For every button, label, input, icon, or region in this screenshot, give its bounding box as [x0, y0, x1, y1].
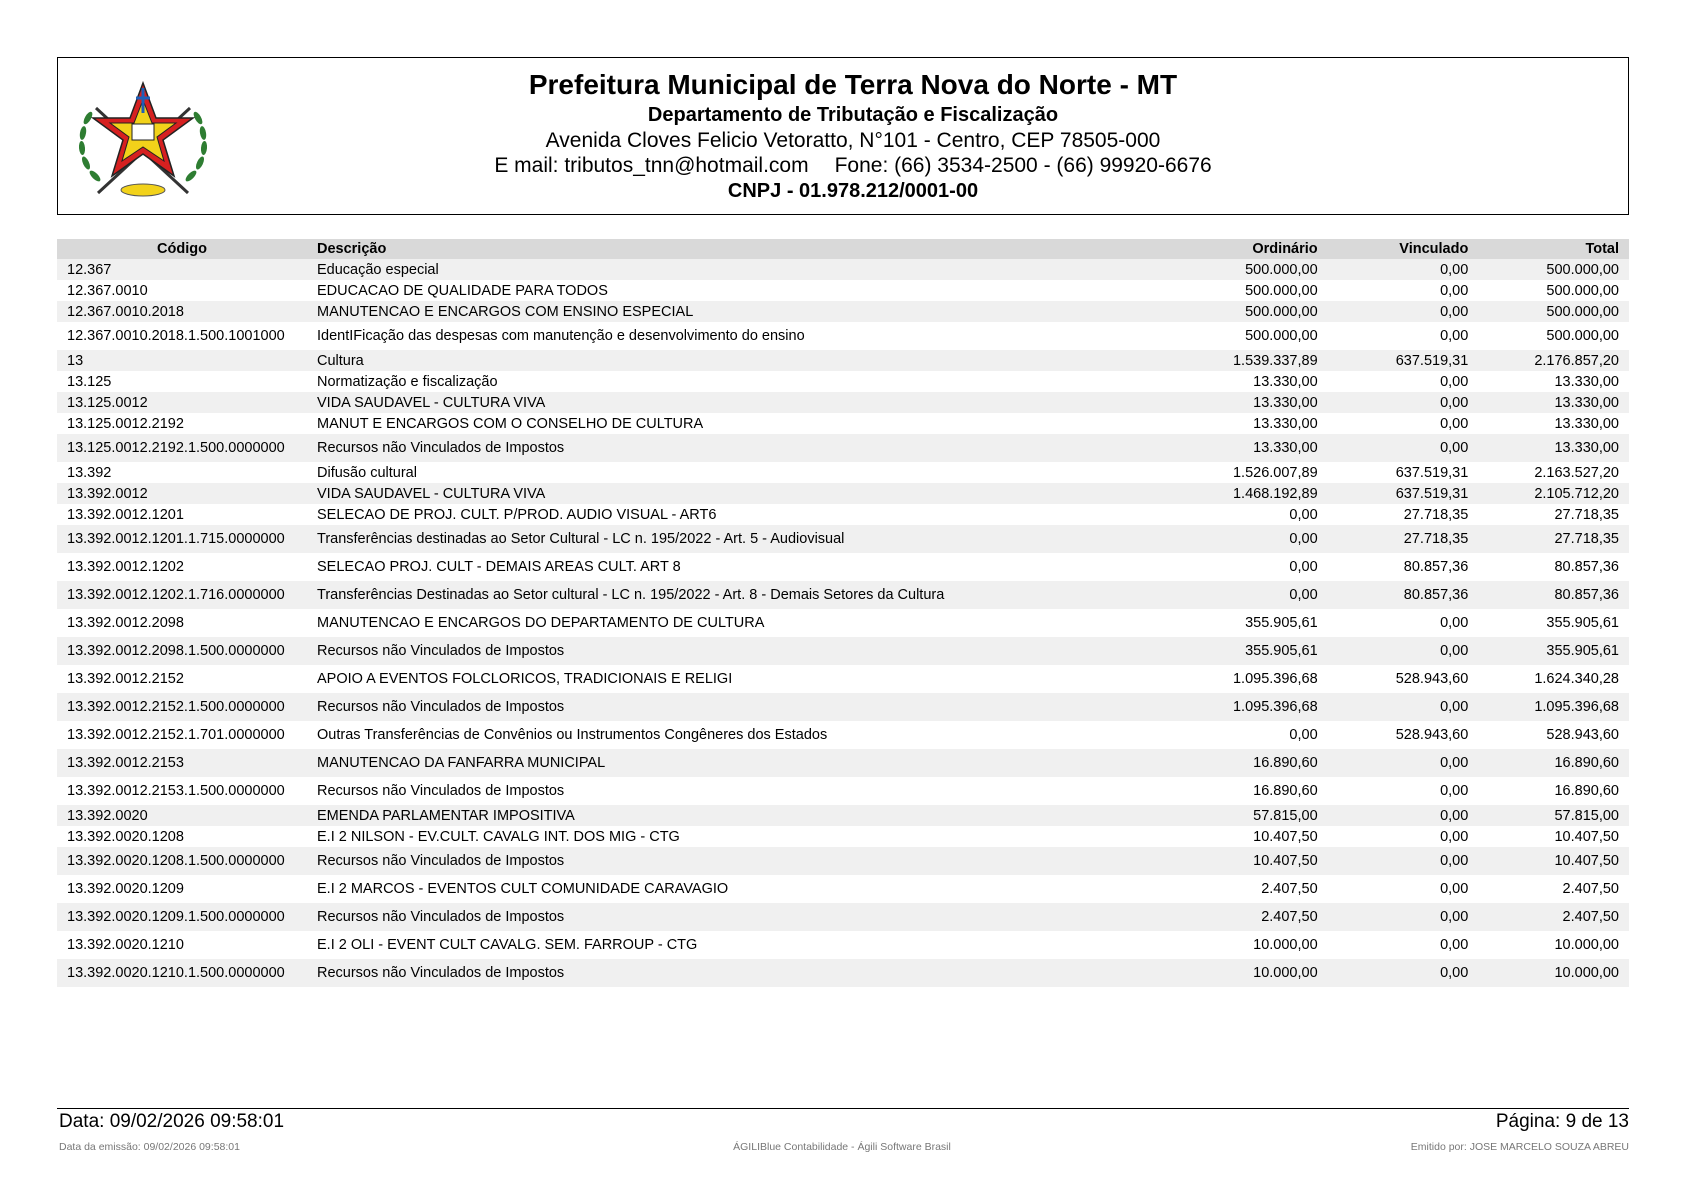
- table-row: [57, 693, 1629, 721]
- cell-codigo: 13.392.0012.2098.1.500.0000000: [57, 637, 307, 665]
- table-row: [57, 959, 1629, 987]
- cell-total: 16.890,60: [1478, 749, 1629, 777]
- cell-total: 80.857,36: [1478, 581, 1629, 609]
- cell-vinculado: 0,00: [1328, 322, 1479, 350]
- cell-total: 2.163.527,20: [1478, 462, 1629, 483]
- header-cnpj: CNPJ - 01.978.212/0001-00: [727, 180, 979, 202]
- cell-total: 16.890,60: [1478, 777, 1629, 805]
- table-row: [57, 749, 1629, 777]
- cell-codigo: 12.367: [57, 259, 307, 280]
- cell-vinculado: 0,00: [1328, 875, 1479, 903]
- cell-descricao: MANUTENCAO E ENCARGOS COM ENSINO ESPECIAL: [307, 301, 1177, 322]
- cell-vinculado: 0,00: [1328, 903, 1479, 931]
- cell-descricao: SELECAO PROJ. CULT - DEMAIS AREAS CULT. ART 8: [307, 553, 1177, 581]
- table-row: [57, 847, 1629, 875]
- cell-ordinario: 500.000,00: [1177, 301, 1328, 322]
- cell-descricao: EDUCACAO DE QUALIDADE PARA TODOS: [307, 280, 1177, 301]
- cell-ordinario: 355.905,61: [1177, 637, 1328, 665]
- cell-total: 27.718,35: [1478, 525, 1629, 553]
- table-body: [57, 259, 1629, 987]
- cell-total: 2.105.712,20: [1478, 483, 1629, 504]
- cell-total: 10.000,00: [1478, 959, 1629, 987]
- cell-ordinario: 0,00: [1177, 721, 1328, 749]
- cell-vinculado: 0,00: [1328, 826, 1479, 847]
- cell-vinculado: 528.943,60: [1328, 665, 1479, 693]
- cell-vinculado: 0,00: [1328, 931, 1479, 959]
- cell-total: 1.624.340,28: [1478, 665, 1629, 693]
- footer-issued-by: Emitido por: JOSE MARCELO SOUZA ABREU: [1410, 1141, 1629, 1153]
- table-row: [57, 504, 1629, 525]
- cell-ordinario: 10.407,50: [1177, 847, 1328, 875]
- cell-total: 500.000,00: [1478, 280, 1629, 301]
- cell-codigo: 13.392.0012.1202.1.716.0000000: [57, 581, 307, 609]
- cell-ordinario: 10.000,00: [1177, 959, 1328, 987]
- cell-codigo: 13.392.0012.2152: [57, 665, 307, 693]
- cell-vinculado: 0,00: [1328, 749, 1479, 777]
- cell-descricao: Recursos não Vinculados de Impostos: [307, 959, 1177, 987]
- cell-ordinario: 0,00: [1177, 504, 1328, 525]
- cell-codigo: 13.125.0012: [57, 392, 307, 413]
- cell-ordinario: 13.330,00: [1177, 413, 1328, 434]
- cell-descricao: VIDA SAUDAVEL - CULTURA VIVA: [307, 392, 1177, 413]
- cell-descricao: Transferências destinadas ao Setor Cultural - LC n. 195/2022 - Art. 5 - Audiovisual: [307, 525, 1177, 553]
- table-row: [57, 553, 1629, 581]
- cell-descricao: SELECAO DE PROJ. CULT. P/PROD. AUDIO VISUAL - ART6: [307, 504, 1177, 525]
- column-header-vinculado: Vinculado: [1328, 239, 1479, 259]
- cell-ordinario: 16.890,60: [1177, 749, 1328, 777]
- table-row: [57, 301, 1629, 322]
- cell-vinculado: 0,00: [1328, 280, 1479, 301]
- cell-descricao: Transferências Destinadas ao Setor cultural - LC n. 195/2022 - Art. 8 - Demais Setores da Cultura: [307, 581, 1177, 609]
- column-header-ordinario: Ordinário: [1177, 239, 1328, 259]
- cell-descricao: MANUT E ENCARGOS COM O CONSELHO DE CULTURA: [307, 413, 1177, 434]
- header-email: E mail: tributos_tnn@hotmail.com: [494, 154, 809, 177]
- footer-date: Data: 09/02/2026 09:58:01: [59, 1111, 285, 1132]
- cell-vinculado: 0,00: [1328, 847, 1479, 875]
- cell-vinculado: 0,00: [1328, 777, 1479, 805]
- column-header-codigo: Código: [57, 239, 307, 259]
- cell-descricao: EMENDA PARLAMENTAR IMPOSITIVA: [307, 805, 1177, 826]
- cell-codigo: 13.392.0012.1201: [57, 504, 307, 525]
- cell-codigo: 13.392.0020.1210.1.500.0000000: [57, 959, 307, 987]
- cell-total: 2.407,50: [1478, 875, 1629, 903]
- cell-vinculado: 0,00: [1328, 259, 1479, 280]
- cell-ordinario: 57.815,00: [1177, 805, 1328, 826]
- cell-ordinario: 1.468.192,89: [1177, 483, 1328, 504]
- cell-ordinario: 1.095.396,68: [1177, 665, 1328, 693]
- cell-total: 500.000,00: [1478, 259, 1629, 280]
- column-header-total: Total: [1478, 239, 1629, 259]
- cell-codigo: 13.392.0012.2152.1.701.0000000: [57, 721, 307, 749]
- cell-descricao: E.I 2 MARCOS - EVENTOS CULT COMUNIDADE CARAVAGIO: [307, 875, 1177, 903]
- cell-vinculado: 637.519,31: [1328, 462, 1479, 483]
- table-row: [57, 777, 1629, 805]
- cell-descricao: Educação especial: [307, 259, 1177, 280]
- report-header: [57, 57, 1629, 215]
- cell-codigo: 12.367.0010.2018: [57, 301, 307, 322]
- budget-table: [57, 239, 1629, 987]
- table-row: [57, 665, 1629, 693]
- cell-vinculado: 27.718,35: [1328, 504, 1479, 525]
- cell-ordinario: 500.000,00: [1177, 259, 1328, 280]
- footer-divider: [57, 1108, 1629, 1109]
- cell-ordinario: 1.539.337,89: [1177, 350, 1328, 371]
- cell-descricao: MANUTENCAO DA FANFARRA MUNICIPAL: [307, 749, 1177, 777]
- cell-codigo: 13.392.0020.1209: [57, 875, 307, 903]
- cell-descricao: Recursos não Vinculados de Impostos: [307, 637, 1177, 665]
- cell-codigo: 13.392.0012.2098: [57, 609, 307, 637]
- cell-ordinario: 0,00: [1177, 581, 1328, 609]
- cell-descricao: E.I 2 NILSON - EV.CULT. CAVALG INT. DOS MIG - CTG: [307, 826, 1177, 847]
- cell-vinculado: 80.857,36: [1328, 581, 1479, 609]
- table-row: [57, 483, 1629, 504]
- cell-codigo: 13.392.0012.2153: [57, 749, 307, 777]
- table-row: [57, 525, 1629, 553]
- cell-descricao: Recursos não Vinculados de Impostos: [307, 434, 1177, 462]
- cell-total: 13.330,00: [1478, 434, 1629, 462]
- cell-vinculado: 0,00: [1328, 637, 1479, 665]
- cell-codigo: 13.125: [57, 371, 307, 392]
- cell-ordinario: 10.407,50: [1177, 826, 1328, 847]
- table-header-row: [57, 239, 1629, 259]
- cell-ordinario: 13.330,00: [1177, 392, 1328, 413]
- cell-ordinario: 355.905,61: [1177, 609, 1328, 637]
- cell-descricao: Recursos não Vinculados de Impostos: [307, 903, 1177, 931]
- cell-vinculado: 27.718,35: [1328, 525, 1479, 553]
- table-row: [57, 721, 1629, 749]
- cell-ordinario: 500.000,00: [1177, 322, 1328, 350]
- footer-page-number: Página: 9 de 13: [1495, 1111, 1629, 1132]
- table-row: [57, 434, 1629, 462]
- cell-ordinario: 0,00: [1177, 525, 1328, 553]
- cell-codigo: 13.392.0012.2152.1.500.0000000: [57, 693, 307, 721]
- cell-ordinario: 16.890,60: [1177, 777, 1328, 805]
- header-title: Prefeitura Municipal de Terra Nova do Norte - MT: [528, 69, 1178, 100]
- cell-vinculado: 0,00: [1328, 609, 1479, 637]
- cell-descricao: E.I 2 OLI - EVENT CULT CAVALG. SEM. FARROUP - CTG: [307, 931, 1177, 959]
- cell-total: 27.718,35: [1478, 504, 1629, 525]
- cell-ordinario: 1.526.007,89: [1177, 462, 1328, 483]
- footer-software: ÁGILIBlue Contabilidade - Ágili Software Brasil: [733, 1141, 951, 1153]
- cell-ordinario: 10.000,00: [1177, 931, 1328, 959]
- table-row: [57, 259, 1629, 280]
- cell-descricao: Normatização e fiscalização: [307, 371, 1177, 392]
- cell-codigo: 13.392.0012.2153.1.500.0000000: [57, 777, 307, 805]
- cell-vinculado: 0,00: [1328, 434, 1479, 462]
- cell-total: 10.407,50: [1478, 826, 1629, 847]
- cell-descricao: Cultura: [307, 350, 1177, 371]
- cell-total: 13.330,00: [1478, 392, 1629, 413]
- cell-descricao: APOIO A EVENTOS FOLCLORICOS, TRADICIONAIS E RELIGI: [307, 665, 1177, 693]
- table-row: [57, 371, 1629, 392]
- cell-total: 2.176.857,20: [1478, 350, 1629, 371]
- cell-codigo: 12.367.0010: [57, 280, 307, 301]
- cell-vinculado: 528.943,60: [1328, 721, 1479, 749]
- cell-codigo: 13.392.0020.1209.1.500.0000000: [57, 903, 307, 931]
- table-row: [57, 413, 1629, 434]
- cell-vinculado: 0,00: [1328, 301, 1479, 322]
- table-row: [57, 931, 1629, 959]
- table-row: [57, 322, 1629, 350]
- header-contact: [78, 153, 1628, 178]
- cell-total: 57.815,00: [1478, 805, 1629, 826]
- cell-codigo: 13.125.0012.2192: [57, 413, 307, 434]
- cell-codigo: 13.392.0012: [57, 483, 307, 504]
- cell-descricao: Recursos não Vinculados de Impostos: [307, 777, 1177, 805]
- cell-ordinario: 0,00: [1177, 553, 1328, 581]
- cell-vinculado: 0,00: [1328, 959, 1479, 987]
- cell-total: 1.095.396,68: [1478, 693, 1629, 721]
- column-header-descricao: Descrição: [307, 239, 1177, 259]
- table-row: [57, 805, 1629, 826]
- cell-vinculado: 0,00: [1328, 371, 1479, 392]
- cell-total: 500.000,00: [1478, 301, 1629, 322]
- cell-ordinario: 500.000,00: [1177, 280, 1328, 301]
- header-text-block: [58, 68, 1628, 204]
- table-row: [57, 903, 1629, 931]
- cell-vinculado: 0,00: [1328, 413, 1479, 434]
- cell-ordinario: 2.407,50: [1177, 903, 1328, 931]
- cell-total: 13.330,00: [1478, 371, 1629, 392]
- table-row: [57, 350, 1629, 371]
- header-phone: Fone: (66) 3534-2500 - (66) 99920-6676: [834, 154, 1212, 177]
- table-row: [57, 875, 1629, 903]
- cell-codigo: 13.392.0020.1208.1.500.0000000: [57, 847, 307, 875]
- cell-codigo: 13.392.0012.1201.1.715.0000000: [57, 525, 307, 553]
- cell-total: 10.000,00: [1478, 931, 1629, 959]
- table-row: [57, 392, 1629, 413]
- cell-vinculado: 637.519,31: [1328, 483, 1479, 504]
- cell-descricao: Outras Transferências de Convênios ou Instrumentos Congêneres dos Estados: [307, 721, 1177, 749]
- table-row: [57, 280, 1629, 301]
- footer-emission-date: Data da emissão: 09/02/2026 09:58:01: [59, 1141, 240, 1153]
- cell-descricao: Difusão cultural: [307, 462, 1177, 483]
- table-row: [57, 581, 1629, 609]
- header-department: Departamento de Tributação e Fiscalização: [647, 104, 1059, 126]
- cell-ordinario: 2.407,50: [1177, 875, 1328, 903]
- cell-total: 528.943,60: [1478, 721, 1629, 749]
- cell-total: 500.000,00: [1478, 322, 1629, 350]
- cell-codigo: 13: [57, 350, 307, 371]
- cell-codigo: 13.392.0012.1202: [57, 553, 307, 581]
- cell-total: 355.905,61: [1478, 609, 1629, 637]
- table-row: [57, 826, 1629, 847]
- cell-vinculado: 80.857,36: [1328, 553, 1479, 581]
- cell-ordinario: 13.330,00: [1177, 434, 1328, 462]
- cell-vinculado: 637.519,31: [1328, 350, 1479, 371]
- cell-descricao: Recursos não Vinculados de Impostos: [307, 847, 1177, 875]
- cell-codigo: 12.367.0010.2018.1.500.1001000: [57, 322, 307, 350]
- cell-codigo: 13.125.0012.2192.1.500.0000000: [57, 434, 307, 462]
- cell-vinculado: 0,00: [1328, 392, 1479, 413]
- cell-codigo: 13.392: [57, 462, 307, 483]
- cell-descricao: IdentIFicação das despesas com manutenção e desenvolvimento do ensino: [307, 322, 1177, 350]
- cell-descricao: MANUTENCAO E ENCARGOS DO DEPARTAMENTO DE CULTURA: [307, 609, 1177, 637]
- cell-total: 13.330,00: [1478, 413, 1629, 434]
- cell-total: 80.857,36: [1478, 553, 1629, 581]
- table-row: [57, 462, 1629, 483]
- cell-descricao: Recursos não Vinculados de Impostos: [307, 693, 1177, 721]
- table-row: [57, 609, 1629, 637]
- cell-total: 355.905,61: [1478, 637, 1629, 665]
- cell-total: 2.407,50: [1478, 903, 1629, 931]
- cell-total: 10.407,50: [1478, 847, 1629, 875]
- cell-vinculado: 0,00: [1328, 693, 1479, 721]
- cell-ordinario: 1.095.396,68: [1177, 693, 1328, 721]
- table-row: [57, 637, 1629, 665]
- cell-vinculado: 0,00: [1328, 805, 1479, 826]
- cell-codigo: 13.392.0020.1210: [57, 931, 307, 959]
- cell-codigo: 13.392.0020: [57, 805, 307, 826]
- cell-ordinario: 13.330,00: [1177, 371, 1328, 392]
- cell-descricao: VIDA SAUDAVEL - CULTURA VIVA: [307, 483, 1177, 504]
- cell-codigo: 13.392.0020.1208: [57, 826, 307, 847]
- header-address: Avenida Cloves Felicio Vetoratto, N°101 - Centro, CEP 78505-000: [545, 129, 1161, 152]
